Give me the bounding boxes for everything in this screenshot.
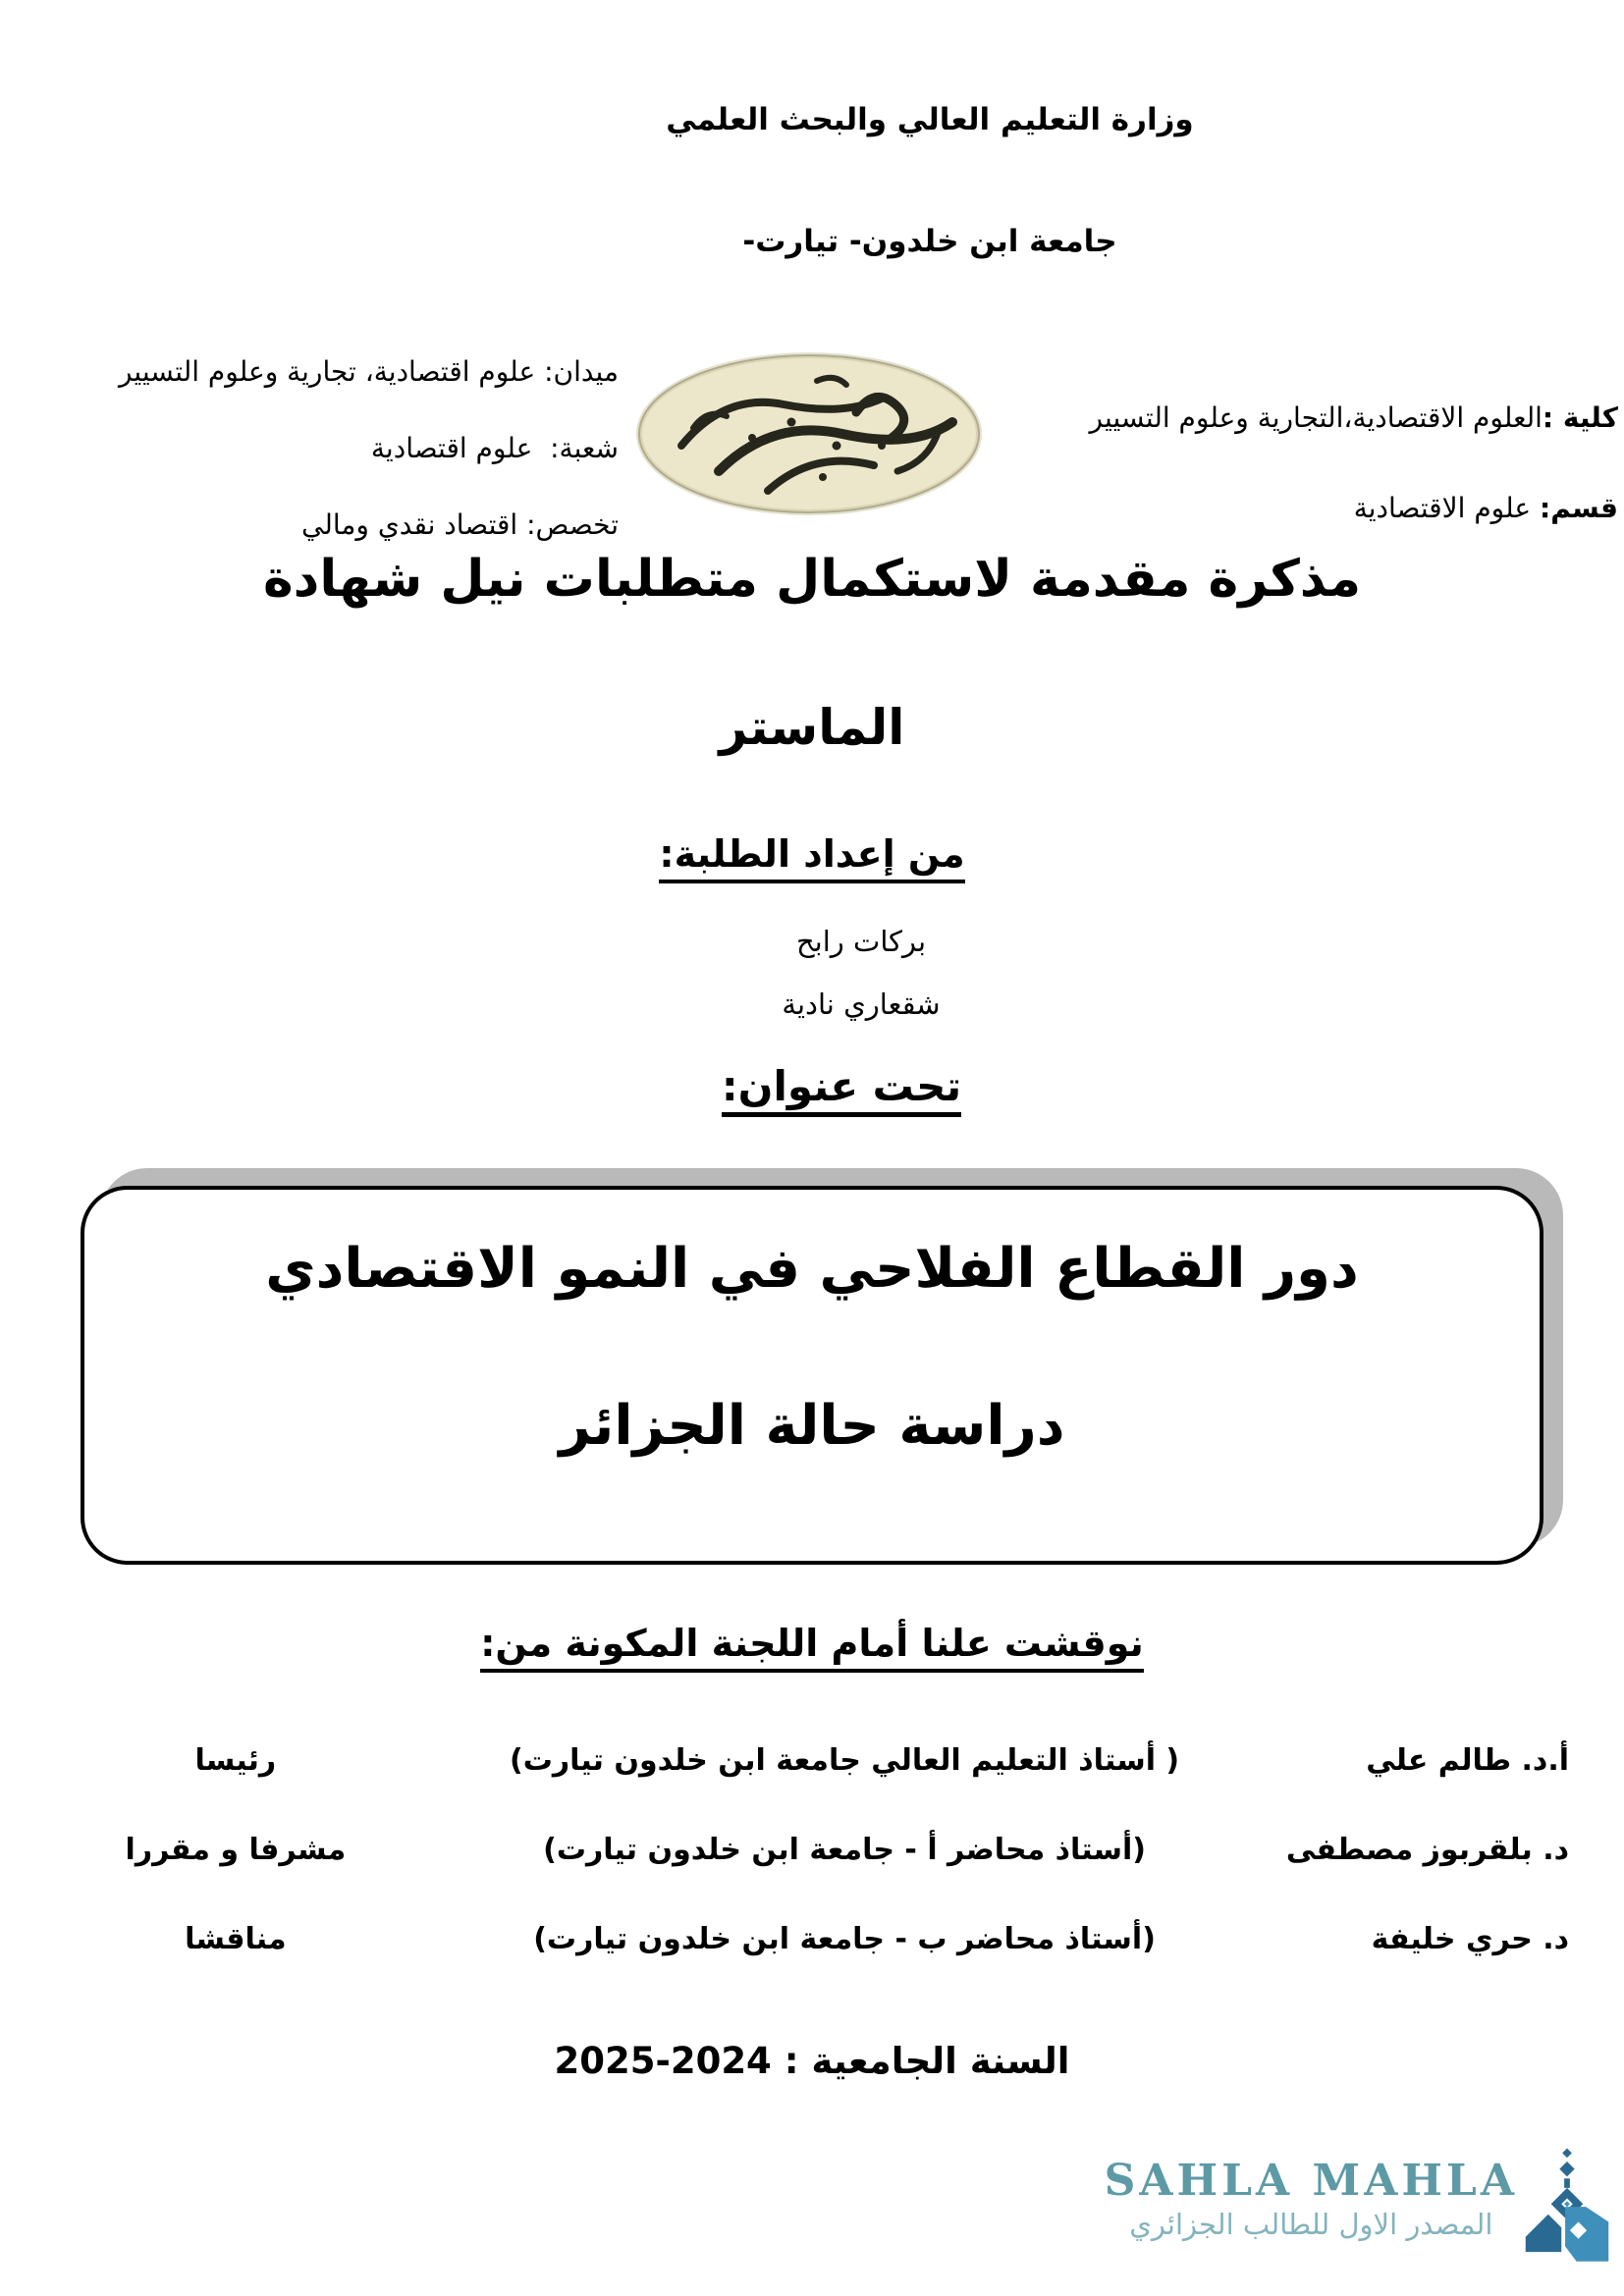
memo-statement-line1: مذكرة مقدمة لاستكمال متطلبات نيل شهادة bbox=[262, 550, 1362, 609]
university-seal-icon bbox=[634, 351, 984, 516]
field-label: ميدان: bbox=[544, 355, 619, 388]
thesis-title-line1: دور القطاع الفلاحي في النمو الاقتصادي bbox=[265, 1237, 1359, 1301]
student-name-1: بركات رابح bbox=[795, 925, 927, 958]
department-line bbox=[970, 463, 1618, 554]
header-row bbox=[0, 334, 1624, 560]
faculty-value: العلوم الاقتصادية،التجارية وعلوم التسيير bbox=[1089, 401, 1543, 434]
committee-member-role: مناقشا bbox=[185, 1922, 287, 1956]
field-line bbox=[29, 334, 619, 410]
department-label: قسم: bbox=[1540, 492, 1618, 524]
field-branch-specialty-block bbox=[29, 334, 619, 563]
committee-member-role: مشرفا و مقررا bbox=[125, 1833, 347, 1867]
committee-row-3 bbox=[0, 1922, 1624, 1956]
faculty-line bbox=[970, 373, 1618, 463]
memo-statement-line2: الماستر bbox=[719, 699, 905, 756]
branch-value: علوم اقتصادية bbox=[370, 432, 533, 464]
committee-member-name: د. بلقربوز مصطفى bbox=[1285, 1833, 1569, 1867]
sahla-mahla-logo bbox=[10, 2146, 1614, 2283]
sahla-mahla-wordmark: SAHLA MAHLA bbox=[1104, 2156, 1518, 2206]
branch-label: شعبة: bbox=[550, 432, 619, 464]
department-value: علوم الاقتصادية bbox=[1353, 492, 1532, 524]
field-value: علوم اقتصادية، تجارية وعلوم التسيير bbox=[118, 355, 536, 388]
thesis-title-box bbox=[81, 1186, 1543, 1565]
specialty-label: تخصص: bbox=[526, 508, 619, 541]
committee-member-name: أ.د. طالم علي bbox=[1366, 1743, 1569, 1778]
committee-row-1 bbox=[0, 1743, 1624, 1778]
under-title-heading: تحت عنوان: bbox=[59, 1062, 1624, 1117]
committee-heading: نوقشت علنا أمام اللجنة المكونة من: bbox=[0, 1622, 1624, 1673]
prepared-by-heading: من إعداد الطلبة: bbox=[0, 832, 1624, 883]
committee-member-description: (أستاذ محاضر ب - جامعة ابن خلدون تيارت) bbox=[533, 1922, 1156, 1956]
specialty-value: اقتصاد نقدي ومالي bbox=[301, 508, 518, 541]
committee-member-name: د. حري خليفة bbox=[1371, 1922, 1569, 1956]
faculty-department-block bbox=[970, 373, 1618, 554]
committee-row-2 bbox=[0, 1833, 1624, 1867]
university-name: جامعة ابن خلدون- تيارت- bbox=[742, 224, 1117, 259]
sahla-mahla-kufic-icon bbox=[1520, 2146, 1614, 2271]
committee-member-description: ( أستاذ التعليم العالي جامعة ابن خلدون تيارت) bbox=[510, 1743, 1180, 1778]
committee-member-role: رئيسا bbox=[194, 1743, 277, 1778]
ministry-title: وزارة التعليم العالي والبحث العلمي bbox=[666, 102, 1194, 137]
sahla-mahla-text bbox=[1105, 2158, 1518, 2244]
committee-member-description: (أستاذ محاضر أ - جامعة ابن خلدون تيارت) bbox=[543, 1833, 1146, 1867]
faculty-label: كلية : bbox=[1542, 401, 1618, 434]
student-name-2: شقعاري نادية bbox=[782, 988, 941, 1021]
committee-table bbox=[0, 1743, 1624, 2011]
academic-year: السنة الجامعية : 2024‏-‏2025 bbox=[554, 2040, 1070, 2082]
branch-line bbox=[29, 410, 619, 487]
sahla-mahla-tagline: المصدر الاول للطالب الجزائري bbox=[1129, 2208, 1493, 2241]
thesis-title-line2: دراسة حالة الجزائر bbox=[559, 1394, 1065, 1458]
